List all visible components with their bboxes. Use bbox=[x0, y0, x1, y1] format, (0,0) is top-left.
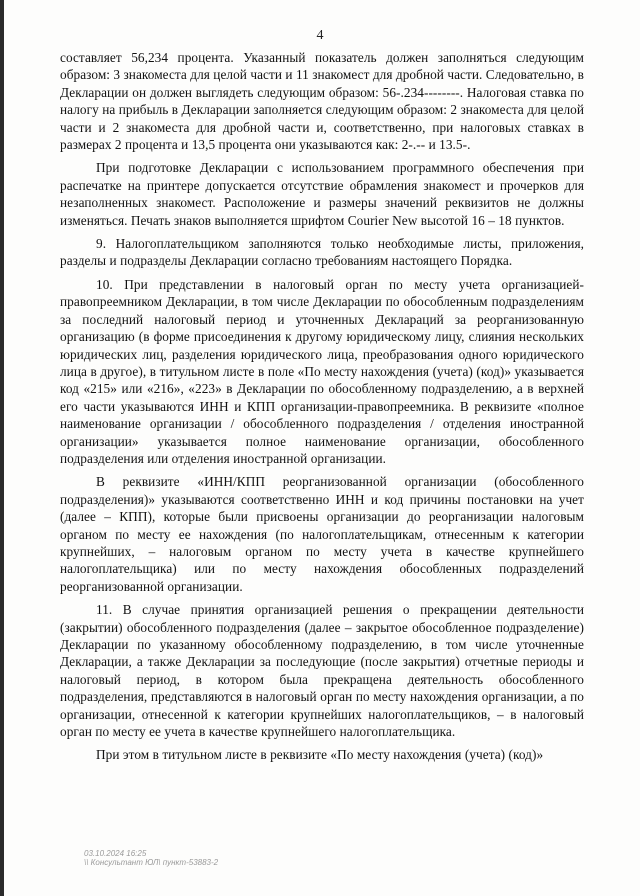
paragraph-continuation: составляет 56,234 процента. Указанный показатель должен заполняться следующим образом: 3 знакоместа для целой части и 11 знакомест для дробной части. Следовательно, в Декларации он должен выглядеть следующим образом: 56-.234--------. Налоговая ставка по налогу на прибыль в Декларации заполняется следующим образом: 2 знакоместа для целой части и 2 знакоместа для дробной части и, соответственно, при налоговых ставках в размерах 2 процента и 13,5 процента они указываются как: 2-.-- и 13.5-. bbox=[60, 50, 584, 153]
document-body bbox=[60, 49, 584, 764]
paragraph-title-sheet: При этом в титульном листе в реквизите «По месту нахождения (учета) (код)» bbox=[96, 747, 544, 763]
paragraph-item-10: 10. При представлении в налоговый орган по месту учета организацией-правопреемником Декларации, в том числе Декларации по обособленным подразделениям за последний налоговый период и уточненных Деклараций за реорганизованную организацию (в форме присоединения к другому юридическому лицу, слияния нескольких юридических лиц, разделения юридического лица, преобразования одного юридического лица в другое), в титульном листе в поле «По месту нахождения (учета) (код)» указывается код «215» или «216», «223» в Декларации по обособленному подразделению, а в верхней его части указываются ИНН и КПП организации-правопреемника. В реквизите «полное наименование организации / обособленного подразделения / отделения иностранной организации» указывается полное наименование организации, обособленного подразделения или отделения иностранной организации. bbox=[60, 276, 584, 466]
footer-date: 03.10.2024 16:25 bbox=[84, 849, 147, 858]
paragraph-item-9: 9. Налогоплательщиком заполняются только необходимые листы, приложения, разделы и подразделы Декларации согласно требованиям настоящего Порядка. bbox=[60, 236, 584, 269]
paragraph-item-11: 11. В случае принятия организацией решения о прекращении деятельности (закрытии) обособленного подразделения (далее – закрытое обособленное подразделение) Декларации по указанному обособленному подразделению, в том числе уточненные Декларации, а также Декларации за последующие (после закрытия) отчетные периоды и налоговый период, в котором была прекращена деятельность обособленного подразделения, представляются в налоговый орган по месту нахождения организации, а по организации, отнесенной к категории крупнейших налогоплательщиков, – в налоговый орган по месту ее учета в качестве крупнейшего налогоплательщика. bbox=[60, 602, 584, 740]
paragraph-printing-rules: При подготовке Декларации с использованием программного обеспечения при распечатке на принтере допускается отсутствие обрамления знакомест и прочерков для незаполненных знакомест. Расположение и размеры значений реквизитов не должны изменяться. Печать знаков выполняется шрифтом Courier New высотой 16 – 18 пунктов. bbox=[60, 160, 584, 228]
page-number: 4 bbox=[316, 28, 324, 43]
footer-source: \\ Консультант ЮЛ\ пункт-53883-2 bbox=[84, 858, 219, 867]
scan-edge bbox=[0, 0, 4, 896]
footer-stamp bbox=[84, 849, 384, 867]
paragraph-inn-kpp: В реквизите «ИНН/КПП реорганизованной организации (обособленного подразделения)» указываются соответственно ИНН и код причины постановки на учет (далее – КПП), которые были присвоены организации до реорганизации налоговым органом по месту ее нахождения (по налогоплательщикам, отнесенным к категории крупнейших, – налоговым органом по месту учета в качестве крупнейшего налогоплательщика) или по месту нахождения обособленных подразделений реорганизованной организации. bbox=[60, 474, 584, 594]
